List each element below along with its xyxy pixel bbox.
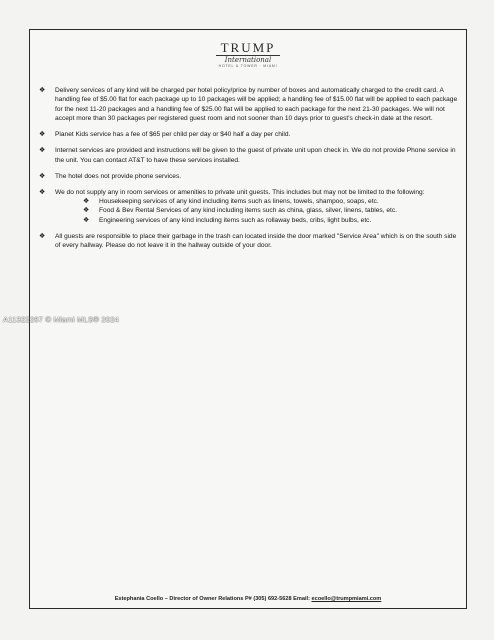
sub-item-food-bev [55,206,463,215]
diamond-bullet-icon: ❖ [39,171,46,180]
policy-text: Delivery services of any kind will be charged per hotel policy/price by number of boxes and automatically charged to the credit card. A handling fee of $5.00 flat for each package up to 10 packages will be applied; a handling fee of $15.00 flat will be applied to each package for the next 11-20 packages and a handling fee of $25.00 flat will be applied to each package for the next 21-30 packages. We will not accept more than 30 packages per registered guest room and not sooner than 10 days prior to guest's check-in date at the resort. [55,87,458,123]
diamond-bullet-icon: ❖ [83,206,90,215]
sub-item-text: Food & Bev Rental Services of any kind including items such as china, glass, silver, linens, tables, etc. [99,207,397,215]
logo-wordmark: TRUMP [220,40,276,55]
policy-text: Internet services are provided and instructions will be given to the guest of private unit upon check in. We do not provide Phone service in the unit. You can contact AT&T to have these services installed. [55,147,456,164]
sub-item-text: Housekeeping services of any kind including items such as linens, towels, shampoo, soaps, etc. [99,198,379,206]
policy-item-delivery [39,86,463,124]
policy-text: We do not supply any in room services or amenities to private unit guests. This includes but may not be limited to the following: [55,188,425,196]
diamond-bullet-icon: ❖ [39,146,46,155]
mls-watermark: A11322287 © Miami MLS® 2024 [3,315,120,324]
diamond-bullet-icon: ❖ [39,130,46,139]
diamond-bullet-icon: ❖ [39,231,46,240]
policy-item-room-services [39,188,463,226]
policy-item-phone [39,172,463,181]
trump-logo [30,41,466,68]
sub-item-engineering [55,216,463,225]
sub-item-text: Engineering services of any kind including items such as rollaway beds, cribs, light bulbs, etc. [99,216,372,224]
policy-item-internet [39,146,463,165]
footer-email-link[interactable]: ecoello@trumpmiami.com [311,596,382,602]
footer-contact-text: Estephania Coello – Director of Owner Relations P# (305) 692-5628 Email: [114,596,312,602]
diamond-bullet-icon: ❖ [39,187,46,196]
policy-list [39,86,463,257]
policy-text: The hotel does not provide phone services. [55,172,182,180]
policy-item-garbage [39,232,463,251]
logo-script: International [224,56,272,64]
policy-text: All guests are responsible to place their garbage in the trash can located inside the door marked "Service Area" which is on the south side of every hallway. Please do not leave it in the hallway outside of your door. [55,232,457,250]
contact-footer [30,596,466,602]
policy-item-planet-kids [39,130,463,139]
logo-tagline: HOTEL & TOWER · MIAMI [218,64,278,68]
diamond-bullet-icon: ❖ [39,86,46,94]
policy-text: Planet Kids service has a fee of $65 per child per day or $40 half a day per child. [55,131,291,139]
sub-item-housekeeping [55,197,463,206]
diamond-bullet-icon: ❖ [83,215,90,224]
diamond-bullet-icon: ❖ [83,197,90,206]
